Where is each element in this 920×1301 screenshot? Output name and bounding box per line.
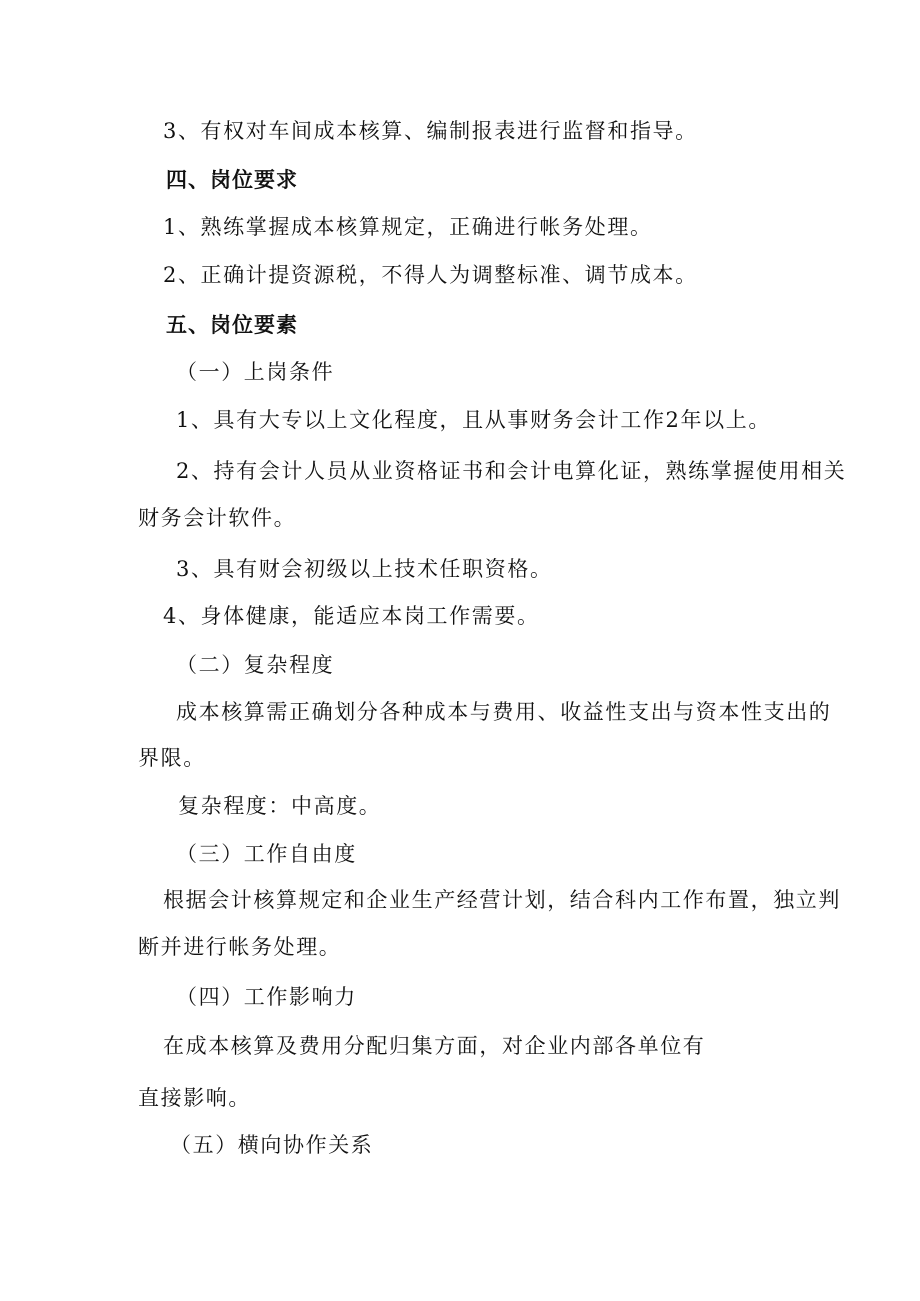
paragraph-text: 3、具有财会初级以上技术任职资格。 (176, 557, 553, 581)
section-heading: 五、岗位要素 (166, 313, 298, 337)
paragraph-text: 断并进行帐务处理。 (138, 935, 342, 959)
paragraph-text: 财务会计软件。 (138, 506, 297, 530)
subsection-heading: （二）复杂程度 (176, 653, 335, 677)
paragraph-text: 界限。 (138, 746, 206, 770)
paragraph-text: 3、有权对车间成本核算、编制报表进行监督和指导。 (163, 119, 698, 143)
section-heading: 四、岗位要求 (166, 168, 298, 192)
paragraph-text: 根据会计核算规定和企业生产经营计划，结合科内工作布置，独立判 (163, 888, 841, 912)
paragraph-text: 2、持有会计人员从业资格证书和会计电算化证，熟练掌握使用相关 (176, 459, 847, 483)
paragraph-text: 在成本核算及费用分配归集方面，对企业内部各单位有 (163, 1034, 706, 1058)
subsection-heading: （一）上岗条件 (176, 360, 335, 384)
paragraph-text: 直接影响。 (138, 1086, 251, 1110)
subsection-heading: （四）工作影响力 (176, 985, 357, 1009)
paragraph-text: 成本核算需正确划分各种成本与费用、收益性支出与资本性支出的 (176, 700, 832, 724)
paragraph-text: 复杂程度：中高度。 (178, 794, 382, 818)
subsection-heading: （三）工作自由度 (176, 842, 357, 866)
subsection-heading: （五）横向协作关系 (170, 1133, 374, 1157)
paragraph-text: 1、具有大专以上文化程度，且从事财务会计工作2年以上。 (176, 408, 771, 432)
paragraph-text: 2、正确计提资源税，不得人为调整标准、调节成本。 (163, 263, 698, 287)
paragraph-text: 1、熟练掌握成本核算规定，正确进行帐务处理。 (163, 215, 653, 239)
paragraph-text: 4、身体健康，能适应本岗工作需要。 (163, 604, 540, 628)
